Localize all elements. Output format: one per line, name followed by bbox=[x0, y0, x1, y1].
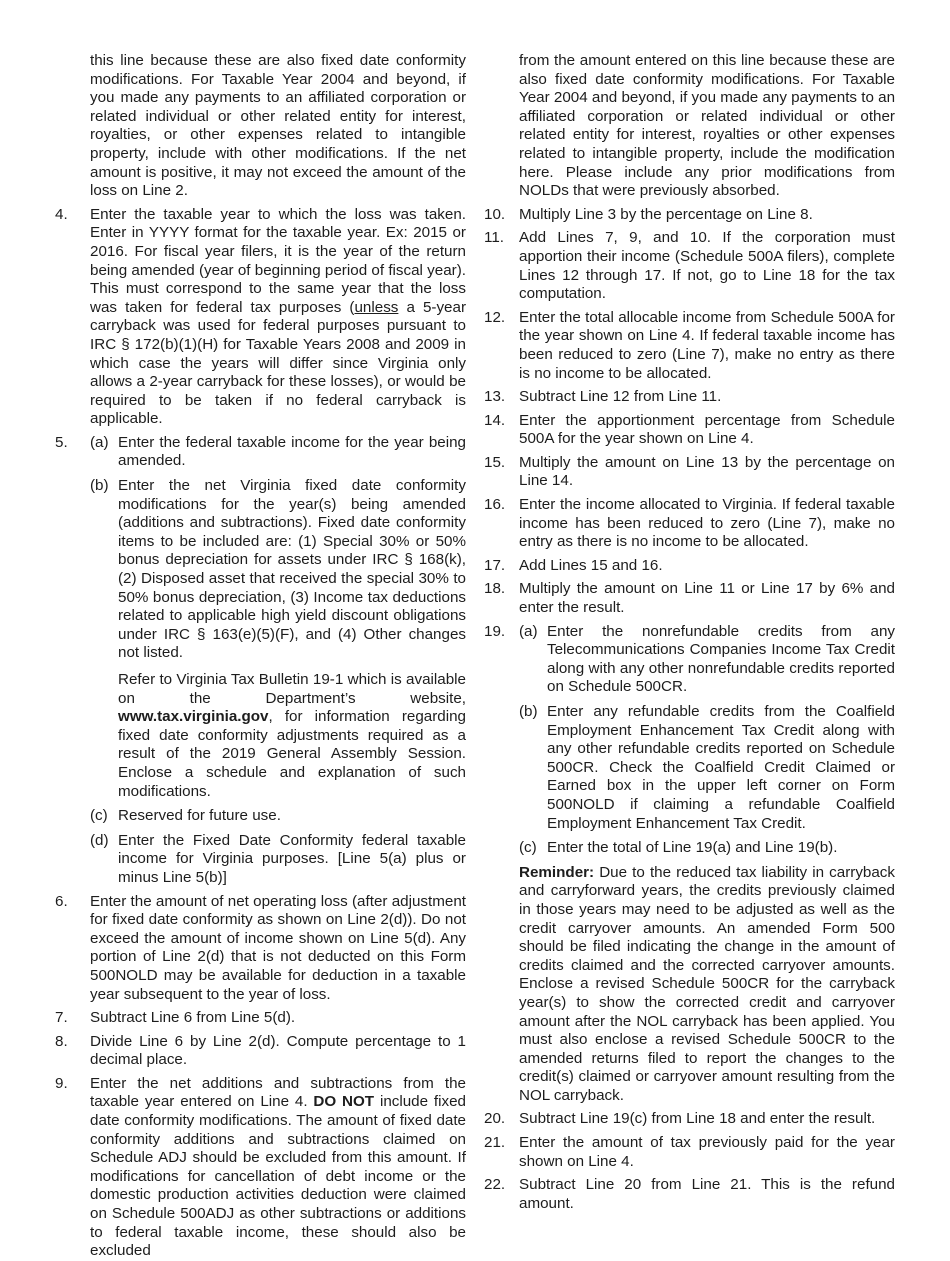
sub-item-19a: (a) Enter the nonrefundable credits from any Telecommunications Companies Income Tax Credit along with any other nonrefundable credits reported on Schedule 500CR. bbox=[519, 622, 895, 696]
item-number: 4. bbox=[55, 205, 68, 223]
instruction-item-7: 7. Subtract Line 6 from Line 5(d). bbox=[55, 1009, 296, 1027]
sub-item-5b: (b) Enter the net Virginia fixed date conformity modifications for the year(s) being amended (additions and subtractions). Fixed date conformity items to be included are: (1) Special 30% or 50% bonus depreciation for assets under IRC § 168(k), (2) Disposed asset that received the special 30% to 50% bonus depreciation, (3) Income tax deductions related to applicable high yield discount obligations under IRC § 163(e)(5)(F), and (4) Other changes not listed. Refer to Virginia Tax Bulletin 19-1 which is available on the Department’s website, www.tax.virginia.gov, for information regarding fixed date conformity adjustments required as a result of the 2019 General Assembly Session. Enclose a schedule and explanation of such modifications. bbox=[90, 477, 466, 800]
sub-item-5a: (a) Enter the federal taxable income for the year being amended. bbox=[90, 433, 466, 470]
instruction-item-22: 22. Subtract Line 20 from Line 21. This is the refund amount. bbox=[484, 1176, 895, 1212]
unless-underline: unless bbox=[354, 298, 399, 316]
continued-paragraph: from the amount entered on this line because these are also fixed date conformity modifications. For Taxable Year 2004 and beyond, if you made any payments to an affiliated corporation or related individual or other related entity for interest, royalties or other expenses related to intangible property, include the modification here. Please include any prior modifications from NOLDs that were previously absorbed. bbox=[519, 52, 896, 200]
instruction-item-8: 8. Divide Line 6 by Line 2(d). Compute percentage to 1 decimal place. bbox=[55, 1032, 466, 1069]
instruction-item-13: 13. Subtract Line 12 from Line 11. bbox=[484, 388, 722, 406]
instruction-item-21: 21. Enter the amount of tax previously paid for the year shown on Line 4. bbox=[484, 1134, 895, 1170]
right-column bbox=[484, 52, 895, 1213]
instruction-item-16: 16. Enter the income allocated to Virginia. If federal taxable income has been reduced to zero (Line 7), make no entry as there is no income to be allocated. bbox=[484, 496, 895, 551]
instruction-item-9: 9. Enter the net additions and subtractions from the taxable year entered on Line 4. DO NOT include fixed date conformity modifications. The amount of fixed date conformity additions and subtractions claimed on Schedule ADJ should be excluded from this amount. If modifications for cancellation of debt income or the domestic production activities deduction were claimed on Schedule 500ADJ as other subtractions or additions to federal taxable income, these should also be excluded bbox=[55, 1074, 466, 1260]
instruction-item-11: 11. Add Lines 7, 9, and 10. If the corporation must apportion their income (Schedule 500A filers), complete Lines 12 through 17. If not, go to Line 18 for the tax computation. bbox=[484, 229, 895, 303]
reminder-label: Reminder: bbox=[519, 863, 595, 881]
instruction-item-12: 12. Enter the total allocable income from Schedule 500A for the year shown on Line 4. If federal taxable income has been reduced to zero (Line 7), make no entry as there is no income to be allocated. bbox=[484, 308, 895, 382]
instruction-item-20: 20. Subtract Line 19(c) from Line 18 and enter the result. bbox=[484, 1110, 876, 1128]
continued-text: this line because these are also fixed date conformity modifications. For Taxable Year 2004 and beyond, if you made any payments to an affiliated corporation or related individual or other related entity for interest, royalties, or other expenses related to intangible property, include with other modifications. If the net amount is positive, it may not exceed the amount of the loss on Line 2. bbox=[90, 52, 466, 200]
item-number: 5. bbox=[55, 433, 68, 451]
sub-item-19b: (b) Enter any refundable credits from the Coalfield Employment Enhancement Tax Credit along with any other refundable credits reported on Schedule 500CR. Check the Coalfield Credit Claimed or Earned box in the upper left corner on Form 500NOLD if claiming a refundable Coalfield Employment Enhancement Tax Credit. bbox=[519, 703, 895, 832]
instruction-item-6: 6. Enter the amount of net operating loss (after adjustment for fixed date conformity as shown on Line 2(d)). Do not exceed the amount of income shown on Line 5(d). Any portion of Line 2(d) that is not deducted on this Form 500NOLD may be available for deduction in a taxable year subsequent to the year of loss. bbox=[55, 892, 466, 1003]
instruction-item-15: 15. Multiply the amount on Line 13 by the percentage on Line 14. bbox=[484, 453, 895, 490]
left-column bbox=[55, 52, 466, 1261]
sub-item-5d: (d) Enter the Fixed Date Conformity federal taxable income for Virginia purposes. [Line 5(a) plus or minus Line 5(b)] bbox=[90, 831, 466, 886]
instruction-item-17: 17. Add Lines 15 and 16. bbox=[484, 556, 663, 574]
tax-bulletin-reference: Refer to Virginia Tax Bulletin 19-1 which is available on the Department’s website, www.tax.virginia.gov, for information regarding fixed date conformity adjustments required as a result of the 2019 General Assembly Session. Enclose a schedule and explanation of such modifications. bbox=[118, 671, 466, 800]
instruction-item-10: 10. Multiply Line 3 by the percentage on Line 8. bbox=[484, 205, 813, 223]
continued-paragraph bbox=[55, 52, 466, 201]
instruction-item-5 bbox=[55, 434, 466, 888]
item-text: Enter the taxable year to which the loss was taken. Enter in YYYY format for the taxable year. Ex: 2015 or 2016. For fiscal year filers, it is the year of the return being amended (year of beginning period of fiscal year). This must correspond to the same year that the loss was taken for federal tax purposes (unless a 5-year carryback was used for federal purposes pursuant to IRC § 172(b)(1)(H) for Taxable Years 2008 and 2009 in which case the years will differ since Virginia only allows a 2-year carryback for these losses), or would be required to be taken if no federal carryback is applicable. bbox=[90, 205, 467, 428]
sub-item-5c: (c) Reserved for future use. bbox=[90, 807, 281, 825]
reminder-note: Reminder: Due to the reduced tax liability in carryback and carryforward years, the credits previously claimed in those years may need to be adjusted as well as the credit carryover amounts. An amended Form 500 should be filed indicating the change in the amount of credits claimed and the corrected carryover amounts. Enclose a revised Schedule 500CR for the carryback year(s) to show the corrected credit and carryover amount after the NOL carryback has been applied. You must also enclose a revised Schedule 500CR to the amended returns filed to report the changes to the credit(s) claimed or carryover amount resulting from the NOL carryback. bbox=[519, 863, 895, 1104]
instruction-item-18: 18. Multiply the amount on Line 11 or Line 17 by 6% and enter the result. bbox=[484, 580, 895, 617]
instruction-item-14: 14. Enter the apportionment percentage from Schedule 500A for the year shown on Line 4. bbox=[484, 411, 895, 448]
website-link[interactable]: www.tax.virginia.gov bbox=[118, 708, 269, 726]
sub-item-19c: (c) Enter the total of Line 19(a) and Line 19(b). bbox=[519, 839, 838, 857]
do-not-emphasis: DO NOT bbox=[313, 1093, 375, 1111]
instruction-item-4 bbox=[55, 206, 466, 429]
instruction-item-19: 19. (a) Enter the nonrefundable credits from any Telecommunications Companies Income Tax Credit along with any other nonrefundable credits reported on Schedule 500CR. (b) Enter any refundable credits from the Coalfield Employment Enhancement Tax Credit along with any other refundable credits reported on Schedule 500CR. Check the Coalfield Credit Claimed or Earned box in the upper left corner on Form 500NOLD if claiming a refundable Coalfield Employment Enhancement Tax Credit. (c) Enter the total of Line 19(a) and Line 19(b). Reminder: Due to the reduced tax liability in carryback and carryforward years, the credits previously claimed in those years may need to be adjusted as well as the credit carryover amounts. An amended Form 500 should be filed indicating the change in the amount of credits claimed and the corrected carryover amounts. Enclose a revised Schedule 500CR for the carryback year(s) to show the corrected credit and carryover amount after the NOL carryback has been applied. You must also enclose a revised Schedule 500CR to the amended returns filed to report the changes to the credit(s) claimed or carryover amount resulting from the NOL carryback. bbox=[484, 622, 895, 1104]
